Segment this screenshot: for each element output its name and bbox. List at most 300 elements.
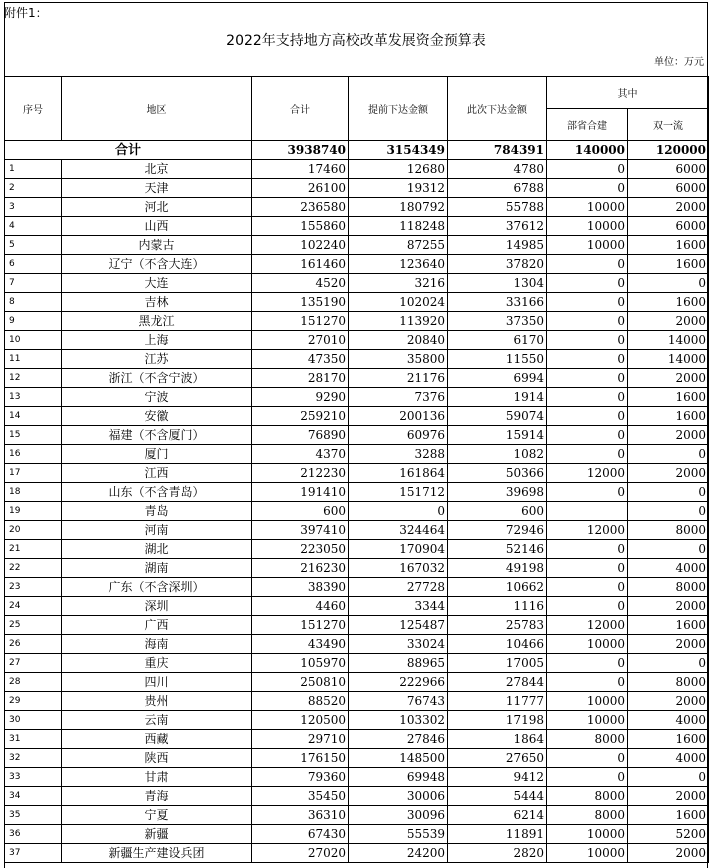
row-seq: 28 <box>5 673 62 692</box>
row-double-first-class: 8000 <box>628 521 709 540</box>
row-advance: 19312 <box>349 179 448 198</box>
row-advance: 7376 <box>349 388 448 407</box>
row-double-first-class: 6000 <box>628 217 709 236</box>
row-current: 1304 <box>448 274 547 293</box>
row-region: 安徽 <box>62 407 252 426</box>
row-total: 47350 <box>252 350 349 369</box>
row-current: 25783 <box>448 616 547 635</box>
table-row <box>5 654 709 673</box>
row-advance: 69948 <box>349 768 448 787</box>
table-row <box>5 540 709 559</box>
row-total: 600 <box>252 502 349 521</box>
row-region: 湖南 <box>62 559 252 578</box>
row-seq: 4 <box>5 217 62 236</box>
row-region: 厦门 <box>62 445 252 464</box>
row-ministry-province: 10000 <box>547 217 628 236</box>
row-seq: 31 <box>5 730 62 749</box>
row-advance: 3288 <box>349 445 448 464</box>
table-row <box>5 692 709 711</box>
row-total: 161460 <box>252 255 349 274</box>
row-seq: 6 <box>5 255 62 274</box>
header-region: 地区 <box>62 77 252 141</box>
row-double-first-class: 1600 <box>628 236 709 255</box>
row-ministry-province: 10000 <box>547 711 628 730</box>
header-total: 合计 <box>252 77 349 141</box>
table-row <box>5 844 709 863</box>
row-total: 76890 <box>252 426 349 445</box>
row-double-first-class: 0 <box>628 483 709 502</box>
table-row <box>5 711 709 730</box>
row-region: 辽宁（不含大连） <box>62 255 252 274</box>
row-seq: 12 <box>5 369 62 388</box>
row-total: 28170 <box>252 369 349 388</box>
total-sum: 3938740 <box>252 141 349 160</box>
row-current: 17198 <box>448 711 547 730</box>
row-region: 山东（不含青岛） <box>62 483 252 502</box>
row-seq: 3 <box>5 198 62 217</box>
row-current: 6170 <box>448 331 547 350</box>
row-advance: 103302 <box>349 711 448 730</box>
row-total: 212230 <box>252 464 349 483</box>
row-advance: 151712 <box>349 483 448 502</box>
table-row <box>5 749 709 768</box>
row-region: 西藏 <box>62 730 252 749</box>
row-double-first-class: 1600 <box>628 255 709 274</box>
row-seq: 18 <box>5 483 62 502</box>
row-advance: 21176 <box>349 369 448 388</box>
row-region: 福建（不含厦门） <box>62 426 252 445</box>
row-current: 1864 <box>448 730 547 749</box>
row-seq: 37 <box>5 844 62 863</box>
row-region: 重庆 <box>62 654 252 673</box>
table-row <box>5 445 709 464</box>
row-current: 1082 <box>448 445 547 464</box>
row-current: 11891 <box>448 825 547 844</box>
row-current: 37820 <box>448 255 547 274</box>
row-ministry-province: 0 <box>547 331 628 350</box>
row-double-first-class: 8000 <box>628 578 709 597</box>
row-current: 6214 <box>448 806 547 825</box>
row-ministry-province: 0 <box>547 426 628 445</box>
row-seq: 17 <box>5 464 62 483</box>
row-double-first-class: 1600 <box>628 730 709 749</box>
row-total: 38390 <box>252 578 349 597</box>
row-double-first-class: 14000 <box>628 350 709 369</box>
row-seq: 32 <box>5 749 62 768</box>
row-double-first-class: 1600 <box>628 616 709 635</box>
row-total: 191410 <box>252 483 349 502</box>
row-total: 29710 <box>252 730 349 749</box>
row-ministry-province: 12000 <box>547 521 628 540</box>
row-total: 35450 <box>252 787 349 806</box>
table-row <box>5 730 709 749</box>
row-region: 云南 <box>62 711 252 730</box>
row-seq: 1 <box>5 160 62 179</box>
row-advance: 3344 <box>349 597 448 616</box>
row-advance: 222966 <box>349 673 448 692</box>
table-row <box>5 521 709 540</box>
row-current: 6994 <box>448 369 547 388</box>
row-double-first-class: 0 <box>628 445 709 464</box>
row-region: 山西 <box>62 217 252 236</box>
row-ministry-province: 10000 <box>547 236 628 255</box>
row-seq: 34 <box>5 787 62 806</box>
row-double-first-class: 4000 <box>628 559 709 578</box>
row-ministry-province: 8000 <box>547 730 628 749</box>
row-double-first-class: 0 <box>628 540 709 559</box>
row-ministry-province: 10000 <box>547 692 628 711</box>
table-row <box>5 483 709 502</box>
total-current: 784391 <box>448 141 547 160</box>
row-current: 49198 <box>448 559 547 578</box>
row-advance: 170904 <box>349 540 448 559</box>
row-region: 贵州 <box>62 692 252 711</box>
row-region: 上海 <box>62 331 252 350</box>
row-total: 36310 <box>252 806 349 825</box>
row-region: 河南 <box>62 521 252 540</box>
row-total: 88520 <box>252 692 349 711</box>
row-total: 27010 <box>252 331 349 350</box>
row-current: 11550 <box>448 350 547 369</box>
row-total: 102240 <box>252 236 349 255</box>
row-ministry-province: 0 <box>547 255 628 274</box>
row-ministry-province: 0 <box>547 388 628 407</box>
row-advance: 118248 <box>349 217 448 236</box>
row-current: 11777 <box>448 692 547 711</box>
total-label: 合计 <box>5 141 252 160</box>
row-advance: 200136 <box>349 407 448 426</box>
row-seq: 30 <box>5 711 62 730</box>
header-of-which: 其中 <box>547 77 709 109</box>
row-advance: 180792 <box>349 198 448 217</box>
row-total: 151270 <box>252 616 349 635</box>
row-current: 10662 <box>448 578 547 597</box>
row-advance: 27846 <box>349 730 448 749</box>
row-double-first-class: 1600 <box>628 388 709 407</box>
row-current: 4780 <box>448 160 547 179</box>
row-current: 14985 <box>448 236 547 255</box>
row-region: 青岛 <box>62 502 252 521</box>
row-double-first-class: 2000 <box>628 597 709 616</box>
row-current: 2820 <box>448 844 547 863</box>
row-region: 深圳 <box>62 597 252 616</box>
row-advance: 24200 <box>349 844 448 863</box>
row-region: 甘肃 <box>62 768 252 787</box>
row-ministry-province: 0 <box>547 673 628 692</box>
row-current: 55788 <box>448 198 547 217</box>
row-advance: 125487 <box>349 616 448 635</box>
row-current: 17005 <box>448 654 547 673</box>
row-seq: 13 <box>5 388 62 407</box>
table-row <box>5 350 709 369</box>
row-double-first-class: 2000 <box>628 464 709 483</box>
row-ministry-province: 12000 <box>547 464 628 483</box>
row-advance: 20840 <box>349 331 448 350</box>
row-ministry-province: 0 <box>547 578 628 597</box>
row-current: 27844 <box>448 673 547 692</box>
table-row <box>5 388 709 407</box>
row-double-first-class: 2000 <box>628 312 709 331</box>
row-advance: 30006 <box>349 787 448 806</box>
row-region: 江苏 <box>62 350 252 369</box>
row-seq: 14 <box>5 407 62 426</box>
row-seq: 29 <box>5 692 62 711</box>
row-ministry-province: 0 <box>547 654 628 673</box>
row-double-first-class: 0 <box>628 768 709 787</box>
row-total: 250810 <box>252 673 349 692</box>
row-current: 15914 <box>448 426 547 445</box>
table-row <box>5 806 709 825</box>
row-ministry-province: 8000 <box>547 787 628 806</box>
row-total: 236580 <box>252 198 349 217</box>
row-total: 135190 <box>252 293 349 312</box>
row-total: 155860 <box>252 217 349 236</box>
table-row <box>5 407 709 426</box>
row-current: 27650 <box>448 749 547 768</box>
row-current: 72946 <box>448 521 547 540</box>
row-current: 52146 <box>448 540 547 559</box>
row-seq: 20 <box>5 521 62 540</box>
row-advance: 87255 <box>349 236 448 255</box>
row-total: 120500 <box>252 711 349 730</box>
header-ministry-province: 部省合建 <box>547 109 628 141</box>
header-seq: 序号 <box>5 77 62 141</box>
row-current: 600 <box>448 502 547 521</box>
row-region: 宁波 <box>62 388 252 407</box>
row-current: 10466 <box>448 635 547 654</box>
table-row <box>5 217 709 236</box>
row-double-first-class: 14000 <box>628 331 709 350</box>
row-advance: 60976 <box>349 426 448 445</box>
annex-label: 附件1： <box>4 6 48 20</box>
row-current: 33166 <box>448 293 547 312</box>
row-advance: 148500 <box>349 749 448 768</box>
row-current: 39698 <box>448 483 547 502</box>
row-ministry-province: 10000 <box>547 635 628 654</box>
table-row <box>5 236 709 255</box>
row-advance: 123640 <box>349 255 448 274</box>
row-region: 湖北 <box>62 540 252 559</box>
row-advance: 102024 <box>349 293 448 312</box>
row-current: 9412 <box>448 768 547 787</box>
table-row <box>5 635 709 654</box>
row-current: 5444 <box>448 787 547 806</box>
row-advance: 76743 <box>349 692 448 711</box>
row-ministry-province: 0 <box>547 312 628 331</box>
total-advance: 3154349 <box>349 141 448 160</box>
row-seq: 9 <box>5 312 62 331</box>
unit-label: 单位：万元 <box>654 57 704 68</box>
row-region: 江西 <box>62 464 252 483</box>
table-row <box>5 274 709 293</box>
row-total: 9290 <box>252 388 349 407</box>
table-row <box>5 369 709 388</box>
row-region: 北京 <box>62 160 252 179</box>
table-row <box>5 787 709 806</box>
row-seq: 25 <box>5 616 62 635</box>
row-ministry-province: 0 <box>547 274 628 293</box>
table-row <box>5 559 709 578</box>
table-row <box>5 616 709 635</box>
row-total: 223050 <box>252 540 349 559</box>
table-row <box>5 312 709 331</box>
row-double-first-class: 2000 <box>628 369 709 388</box>
row-double-first-class: 2000 <box>628 787 709 806</box>
row-double-first-class: 6000 <box>628 160 709 179</box>
budget-table <box>4 76 709 863</box>
total-row <box>5 141 709 160</box>
row-ministry-province: 0 <box>547 768 628 787</box>
row-ministry-province: 0 <box>547 483 628 502</box>
row-double-first-class: 4000 <box>628 749 709 768</box>
row-total: 4460 <box>252 597 349 616</box>
row-ministry-province: 0 <box>547 749 628 768</box>
row-ministry-province <box>547 502 628 521</box>
row-seq: 24 <box>5 597 62 616</box>
total-ministry-province: 140000 <box>547 141 628 160</box>
table-row <box>5 179 709 198</box>
row-seq: 10 <box>5 331 62 350</box>
row-seq: 33 <box>5 768 62 787</box>
row-seq: 23 <box>5 578 62 597</box>
table-row <box>5 293 709 312</box>
row-advance: 167032 <box>349 559 448 578</box>
row-current: 59074 <box>448 407 547 426</box>
row-seq: 19 <box>5 502 62 521</box>
row-total: 397410 <box>252 521 349 540</box>
row-ministry-province: 0 <box>547 179 628 198</box>
row-seq: 11 <box>5 350 62 369</box>
row-double-first-class: 1600 <box>628 407 709 426</box>
row-ministry-province: 0 <box>547 350 628 369</box>
table-row <box>5 160 709 179</box>
row-current: 37350 <box>448 312 547 331</box>
row-double-first-class: 6000 <box>628 179 709 198</box>
row-current: 37612 <box>448 217 547 236</box>
row-double-first-class: 8000 <box>628 673 709 692</box>
table-row <box>5 673 709 692</box>
row-total: 43490 <box>252 635 349 654</box>
row-ministry-province: 0 <box>547 597 628 616</box>
table-row <box>5 198 709 217</box>
row-ministry-province: 0 <box>547 369 628 388</box>
row-total: 67430 <box>252 825 349 844</box>
row-region: 天津 <box>62 179 252 198</box>
row-double-first-class: 2000 <box>628 198 709 217</box>
row-current: 1914 <box>448 388 547 407</box>
row-region: 四川 <box>62 673 252 692</box>
row-advance: 55539 <box>349 825 448 844</box>
row-region: 浙江（不含宁波） <box>62 369 252 388</box>
row-ministry-province: 10000 <box>547 198 628 217</box>
row-ministry-province: 12000 <box>547 616 628 635</box>
row-double-first-class: 2000 <box>628 426 709 445</box>
row-region: 河北 <box>62 198 252 217</box>
row-advance: 88965 <box>349 654 448 673</box>
row-double-first-class: 2000 <box>628 692 709 711</box>
row-advance: 324464 <box>349 521 448 540</box>
row-advance: 3216 <box>349 274 448 293</box>
table-row <box>5 426 709 445</box>
row-advance: 0 <box>349 502 448 521</box>
row-seq: 22 <box>5 559 62 578</box>
total-double-first-class: 120000 <box>628 141 709 160</box>
row-total: 216230 <box>252 559 349 578</box>
row-total: 4370 <box>252 445 349 464</box>
row-double-first-class: 0 <box>628 654 709 673</box>
row-current: 1116 <box>448 597 547 616</box>
row-double-first-class: 0 <box>628 274 709 293</box>
row-total: 26100 <box>252 179 349 198</box>
row-total: 176150 <box>252 749 349 768</box>
row-current: 50366 <box>448 464 547 483</box>
row-region: 青海 <box>62 787 252 806</box>
row-seq: 26 <box>5 635 62 654</box>
row-ministry-province: 0 <box>547 540 628 559</box>
row-ministry-province: 0 <box>547 445 628 464</box>
row-advance: 27728 <box>349 578 448 597</box>
row-total: 4520 <box>252 274 349 293</box>
row-double-first-class: 4000 <box>628 711 709 730</box>
row-region: 黑龙江 <box>62 312 252 331</box>
row-double-first-class: 1600 <box>628 293 709 312</box>
row-region: 新疆 <box>62 825 252 844</box>
row-ministry-province: 0 <box>547 407 628 426</box>
page-title: 2022年支持地方高校改革发展资金预算表 <box>226 33 486 49</box>
row-double-first-class: 1600 <box>628 806 709 825</box>
table-row <box>5 578 709 597</box>
row-ministry-province: 0 <box>547 160 628 179</box>
row-seq: 27 <box>5 654 62 673</box>
row-region: 海南 <box>62 635 252 654</box>
table-row <box>5 255 709 274</box>
row-seq: 35 <box>5 806 62 825</box>
row-double-first-class: 0 <box>628 502 709 521</box>
row-region: 广东（不含深圳） <box>62 578 252 597</box>
row-total: 105970 <box>252 654 349 673</box>
row-advance: 161864 <box>349 464 448 483</box>
row-region: 内蒙古 <box>62 236 252 255</box>
row-advance: 30096 <box>349 806 448 825</box>
table-row <box>5 502 709 521</box>
row-region: 广西 <box>62 616 252 635</box>
row-region: 吉林 <box>62 293 252 312</box>
row-advance: 35800 <box>349 350 448 369</box>
row-seq: 8 <box>5 293 62 312</box>
row-seq: 16 <box>5 445 62 464</box>
row-region: 大连 <box>62 274 252 293</box>
row-seq: 5 <box>5 236 62 255</box>
header-advance: 提前下达金额 <box>349 77 448 141</box>
row-seq: 36 <box>5 825 62 844</box>
row-ministry-province: 0 <box>547 293 628 312</box>
row-total: 79360 <box>252 768 349 787</box>
table-row <box>5 464 709 483</box>
row-advance: 33024 <box>349 635 448 654</box>
row-region: 陕西 <box>62 749 252 768</box>
row-total: 151270 <box>252 312 349 331</box>
header-current: 此次下达金额 <box>448 77 547 141</box>
row-seq: 21 <box>5 540 62 559</box>
row-double-first-class: 5200 <box>628 825 709 844</box>
row-advance: 113920 <box>349 312 448 331</box>
row-seq: 15 <box>5 426 62 445</box>
table-row <box>5 825 709 844</box>
row-double-first-class: 2000 <box>628 844 709 863</box>
row-seq: 7 <box>5 274 62 293</box>
row-ministry-province: 10000 <box>547 825 628 844</box>
row-total: 27020 <box>252 844 349 863</box>
